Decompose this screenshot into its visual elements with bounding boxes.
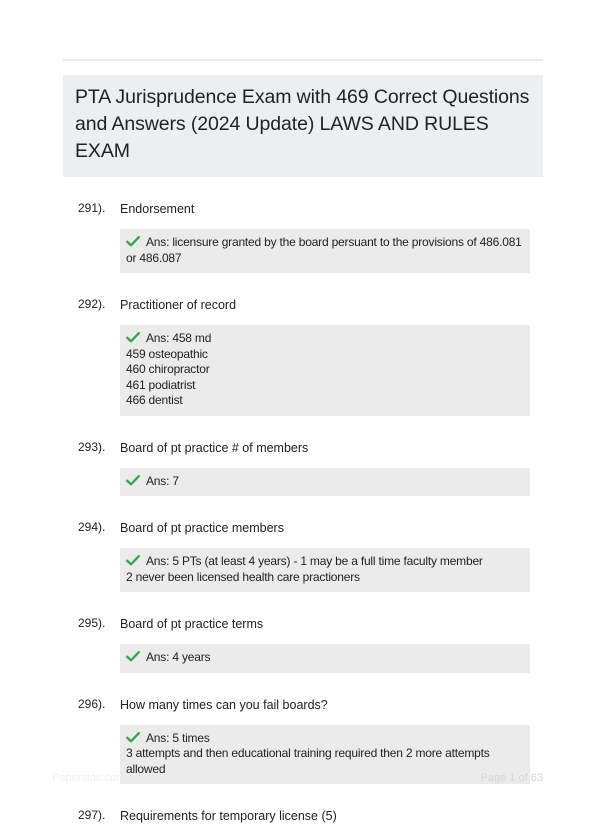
answer-first-line bbox=[126, 554, 522, 570]
page-number-indicator: Page 1 of 63 bbox=[480, 772, 543, 784]
page-title: PTA Jurisprudence Exam with 469 Correct Questions and Answers (2024 Update) LAWS AND RULES EXAM bbox=[75, 86, 530, 162]
question-text: Practitioner of record bbox=[120, 298, 237, 312]
checkmark-icon bbox=[126, 651, 140, 662]
question-row bbox=[63, 201, 543, 217]
top-divider bbox=[63, 59, 543, 61]
checkmark-icon bbox=[126, 236, 140, 247]
question-item bbox=[63, 297, 543, 416]
answer-line: 3 attempts and then educational training required then 2 more attempts allowed bbox=[126, 746, 490, 776]
question-text: Endorsement bbox=[120, 202, 195, 216]
answer-text: Ans: 458 md bbox=[146, 331, 212, 345]
question-row bbox=[63, 297, 543, 313]
watermark-text: Paperstoc.com bbox=[52, 772, 126, 784]
question-item bbox=[63, 201, 543, 273]
answer-text: Ans: 5 times bbox=[146, 730, 210, 745]
question-text: Requirements for temporary license (5) bbox=[120, 809, 337, 823]
answer-line: 2 never been licensed health care practioners bbox=[126, 569, 360, 584]
question-text: Board of pt practice # of members bbox=[120, 440, 309, 455]
answer-line: 459 osteopathic bbox=[126, 346, 208, 361]
answer-text: Ans: 7 bbox=[146, 473, 179, 488]
answer-line: 460 chiropractor bbox=[126, 362, 210, 376]
question-number: 293). bbox=[78, 439, 106, 454]
question-number: 294). bbox=[78, 520, 106, 534]
answer-first-line bbox=[126, 331, 522, 347]
answer-line: 461 podiatrist bbox=[126, 377, 196, 392]
answer-first-line bbox=[126, 650, 522, 666]
answer-box bbox=[120, 229, 530, 273]
question-number: 295). bbox=[78, 616, 106, 630]
answer-first-line bbox=[126, 235, 522, 266]
question-text: How many times can you fail boards? bbox=[120, 697, 328, 712]
question-number: 291). bbox=[78, 201, 106, 215]
question-row bbox=[63, 808, 543, 824]
question-row bbox=[63, 616, 543, 632]
exam-title-banner bbox=[63, 75, 543, 177]
answer-box bbox=[120, 325, 530, 416]
answer-first-line bbox=[126, 731, 522, 747]
question-answer-list bbox=[63, 201, 543, 824]
answer-first-line bbox=[126, 474, 522, 490]
answer-box bbox=[120, 468, 530, 497]
answer-box bbox=[120, 548, 530, 592]
question-text: Board of pt practice terms bbox=[120, 617, 264, 631]
question-number: 296). bbox=[78, 696, 106, 711]
question-row bbox=[63, 440, 543, 456]
answer-box bbox=[120, 644, 530, 673]
question-number: 292). bbox=[78, 297, 106, 311]
answer-text: Ans: licensure granted by the board persuant to the provisions of 486.081 or 486.087 bbox=[126, 235, 522, 265]
question-item bbox=[63, 697, 543, 785]
page-footer bbox=[0, 772, 606, 784]
checkmark-icon bbox=[126, 555, 140, 566]
question-item bbox=[63, 520, 543, 592]
checkmark-icon bbox=[126, 332, 140, 343]
answer-text: Ans: 5 PTs (at least 4 years) - 1 may be a full time faculty member bbox=[146, 554, 483, 568]
answer-text: Ans: 4 years bbox=[146, 650, 211, 664]
checkmark-icon bbox=[126, 732, 140, 743]
question-item bbox=[63, 808, 543, 824]
question-text: Board of pt practice members bbox=[120, 521, 284, 535]
checkmark-icon bbox=[126, 475, 140, 486]
question-item bbox=[63, 440, 543, 497]
question-number: 297). bbox=[78, 808, 106, 822]
question-item bbox=[63, 616, 543, 673]
question-row bbox=[63, 520, 543, 536]
question-row bbox=[63, 697, 543, 713]
answer-line: 466 dentist bbox=[126, 393, 183, 407]
